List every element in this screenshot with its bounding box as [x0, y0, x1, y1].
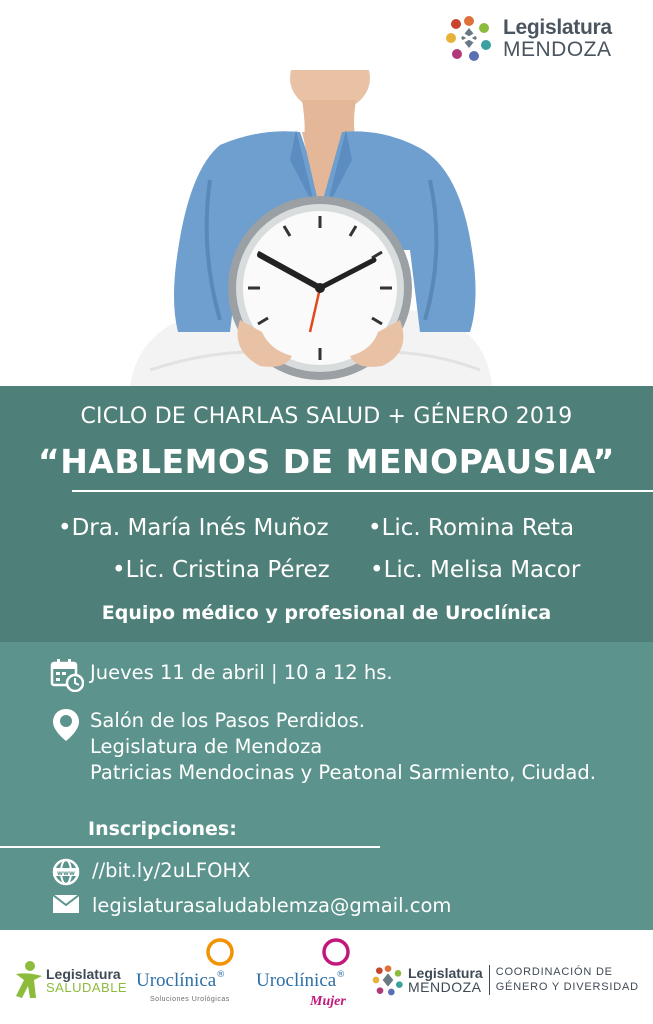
coord-line2: GÉNERO Y DIVERSIDAD [495, 981, 639, 993]
registration-divider [0, 846, 380, 848]
speaker-1: •Dra. María Inés Muñoz [58, 515, 329, 541]
uroclinica-ring-icon [204, 936, 236, 968]
event-date: Jueves 11 de abril | 10 a 12 hs. [90, 661, 393, 684]
calendar-clock-icon [50, 658, 86, 696]
cycle-title: CICLO DE CHARLAS SALUD + GÉNERO 2019 [80, 404, 573, 429]
legislatura-saludable-logo [12, 960, 127, 1000]
uroclinica-reg: ® [216, 970, 226, 980]
logo-line2: MENDOZA [503, 37, 612, 61]
footer-legis-line2: MENDOZA [408, 979, 482, 995]
event-details-band [0, 642, 653, 930]
title-divider [72, 490, 653, 492]
envelope-icon [52, 893, 88, 919]
legislatura-footer-emblem-icon [372, 964, 404, 996]
uroclinica-mujer-ring-icon [320, 936, 352, 968]
saludable-line2: SALUDABLE [46, 979, 128, 995]
saludable-line1: Legislatura [46, 965, 121, 982]
email-row[interactable] [52, 893, 451, 919]
date-row [50, 658, 393, 696]
saludable-figure-icon [12, 960, 44, 1000]
sponsor-footer [0, 930, 653, 1024]
location-line-1: Salón de los Pasos Perdidos. [90, 709, 365, 732]
team-caption: Equipo médico y profesional de Uroclínica [101, 602, 552, 624]
speaker-2: •Lic. Romina Reta [368, 515, 575, 541]
coord-line1: COORDINACIÓN DE [495, 966, 613, 978]
link-row[interactable] [52, 858, 251, 890]
legislatura-coordinacion-logo [372, 964, 639, 996]
speaker-3: •Lic. Cristina Pérez [112, 557, 330, 583]
woman-clock-illustration [120, 70, 500, 386]
legislatura-mendoza-logo [445, 8, 635, 68]
uroclinica-mujer-subtitle: Mujer [310, 994, 346, 1009]
registration-label: Inscripciones: [88, 818, 237, 840]
footer-legis-line1: Legislatura [408, 965, 483, 981]
uroclinica-mujer-reg: ® [336, 970, 346, 980]
hero-photo [120, 70, 500, 386]
event-header-band [0, 386, 653, 642]
location-pin-icon [52, 708, 88, 746]
location-line-2: Legislatura de Mendoza [90, 735, 323, 758]
registration-link[interactable]: //bit.ly/2uLFOHX [92, 859, 251, 882]
event-title: “HABLEMOS DE MENOPAUSIA” [38, 442, 615, 481]
uroclinica-logo [134, 934, 250, 1018]
uroclinica-subtitle: Soluciones Urológicas [150, 996, 230, 1003]
uroclinica-name: Uroclínica [136, 970, 217, 991]
svg-text:www: www [56, 869, 76, 877]
location-row [52, 708, 596, 786]
registration-email[interactable]: legislaturasaludablemza@gmail.com [92, 894, 452, 917]
location-line-3: Patricias Mendocinas y Peatonal Sarmiento, Ciudad. [90, 761, 596, 784]
uroclinica-mujer-logo [254, 934, 370, 1022]
www-globe-icon [52, 858, 88, 890]
speaker-4: •Lic. Melisa Macor [370, 557, 581, 583]
uroclinica-mujer-name: Uroclínica [256, 970, 337, 991]
legislatura-emblem-icon [445, 14, 493, 62]
footer-divider [489, 965, 490, 995]
logo-line1: Legislatura [503, 15, 612, 39]
